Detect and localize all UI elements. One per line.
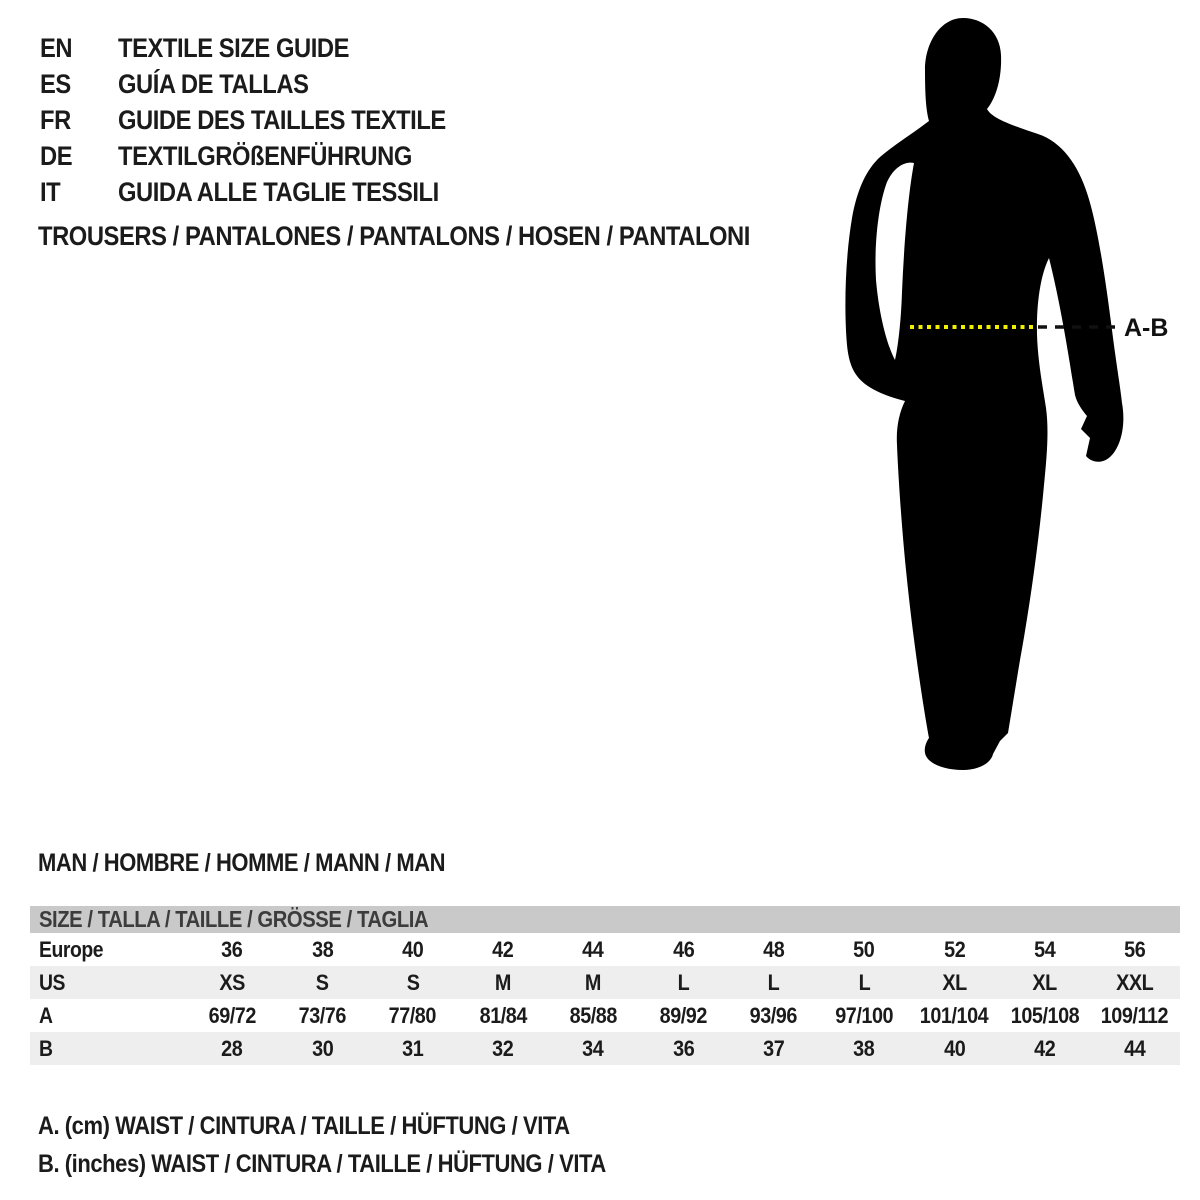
garment-title: TROUSERS / PANTALONES / PANTALONS / HOSEN / PANTALONI <box>38 221 750 251</box>
table-row <box>30 1032 1180 1065</box>
language-row-de <box>40 138 491 174</box>
size-cell: 44 <box>582 936 604 962</box>
size-cell: M <box>585 969 602 995</box>
size-cell: XL <box>1032 969 1057 995</box>
language-list <box>40 30 491 210</box>
size-cell: 109/112 <box>1101 1002 1169 1028</box>
language-code: ES <box>40 69 71 99</box>
size-cell: 36 <box>221 936 243 962</box>
size-cell: XL <box>942 969 967 995</box>
man-silhouette-figure <box>838 10 1172 776</box>
size-cell: 46 <box>672 936 695 962</box>
size-cell: 34 <box>582 1035 604 1061</box>
size-cell: XS <box>219 969 245 995</box>
language-label: TEXTILE SIZE GUIDE <box>118 33 350 63</box>
size-cell: 97/100 <box>835 1002 893 1028</box>
row-label: US <box>39 969 66 995</box>
size-table-body <box>30 933 1180 1065</box>
row-label: B <box>39 1035 53 1061</box>
size-cell: S <box>406 969 420 995</box>
measure-label: A-B <box>1124 314 1169 342</box>
size-cell: 28 <box>221 1035 243 1061</box>
size-cell: 85/88 <box>569 1002 617 1028</box>
size-cell: 36 <box>672 1035 695 1061</box>
size-cell: 42 <box>492 936 514 962</box>
size-cell: M <box>494 969 511 995</box>
language-row-en <box>40 30 491 66</box>
size-table-header: SIZE / TALLA / TAILLE / GRÖSSE / TAGLIA <box>30 906 1180 933</box>
size-cell: 52 <box>943 936 965 962</box>
language-row-it <box>40 174 491 210</box>
language-label: GUÍA DE TALLAS <box>118 69 309 99</box>
size-cell: L <box>858 969 870 995</box>
language-row-es <box>40 66 491 102</box>
size-cell: 42 <box>1033 1035 1056 1061</box>
size-cell: 38 <box>311 936 333 962</box>
row-label: A <box>39 1002 53 1028</box>
size-cell: 73/76 <box>298 1002 347 1028</box>
man-silhouette <box>845 18 1123 770</box>
size-cell: 31 <box>402 1035 424 1061</box>
table-row <box>30 966 1180 999</box>
table-row <box>30 999 1180 1032</box>
size-table <box>30 906 1180 1065</box>
language-label: TEXTILGRÖßENFÜHRUNG <box>118 141 412 171</box>
language-label: GUIDA ALLE TAGLIE TESSILI <box>118 177 439 207</box>
size-cell: 56 <box>1124 936 1146 962</box>
size-cell: 37 <box>763 1035 785 1061</box>
size-cell: 77/80 <box>389 1002 437 1028</box>
footnote-a: A. (cm) WAIST / CINTURA / TAILLE / HÜFTUNG / VITA <box>38 1112 570 1140</box>
size-cell: 93/96 <box>750 1002 798 1028</box>
size-cell: 69/72 <box>208 1002 256 1028</box>
row-label: Europe <box>39 936 104 962</box>
size-cell: 48 <box>763 936 785 962</box>
size-cell: XXL <box>1116 969 1154 995</box>
size-cell: 54 <box>1033 936 1056 962</box>
size-cell: 50 <box>853 936 875 962</box>
footnote-b: B. (inches) WAIST / CINTURA / TAILLE / HÜFTUNG / VITA <box>38 1150 606 1178</box>
footnotes <box>38 1107 683 1183</box>
language-row-fr <box>40 102 491 138</box>
size-cell: 32 <box>492 1035 514 1061</box>
language-code: IT <box>40 177 61 207</box>
size-cell: 105/108 <box>1010 1002 1079 1028</box>
size-table-header-row <box>30 906 1180 933</box>
size-cell: S <box>316 969 329 995</box>
language-code: FR <box>40 105 71 135</box>
size-cell: L <box>677 969 690 995</box>
size-cell: 40 <box>943 1035 965 1061</box>
language-code: EN <box>40 33 73 63</box>
size-cell: 89/92 <box>659 1002 708 1028</box>
size-cell: L <box>767 969 780 995</box>
section-title: MAN / HOMBRE / HOMME / MANN / MAN <box>38 849 446 877</box>
size-cell: 40 <box>402 936 424 962</box>
size-cell: 81/84 <box>479 1002 527 1028</box>
language-label: GUIDE DES TAILLES TEXTILE <box>118 105 446 135</box>
language-code: DE <box>40 141 73 171</box>
size-cell: 101/104 <box>920 1002 989 1028</box>
size-cell: 30 <box>311 1035 333 1061</box>
size-cell: 38 <box>853 1035 875 1061</box>
table-row <box>30 933 1180 966</box>
size-cell: 44 <box>1124 1035 1146 1061</box>
